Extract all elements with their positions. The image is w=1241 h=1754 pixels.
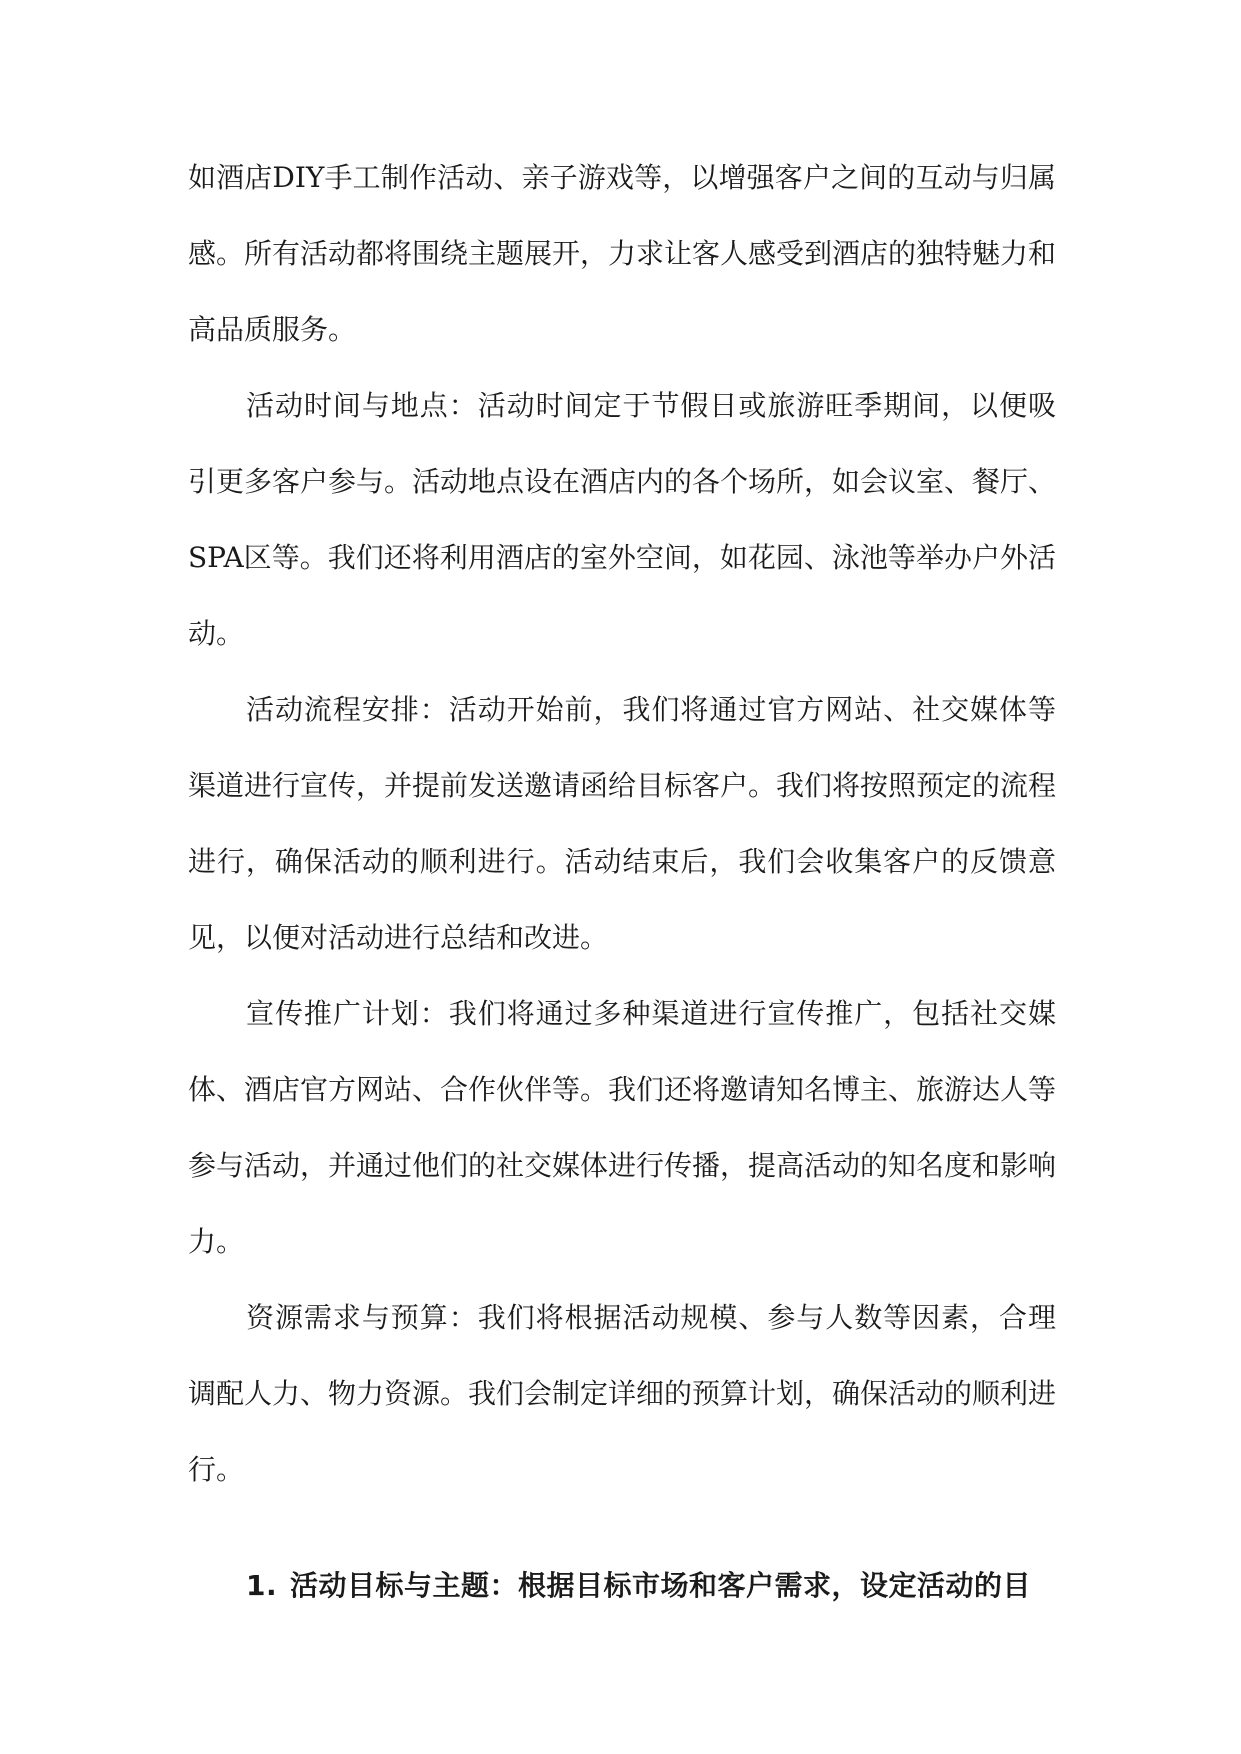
paragraph-activities-continued: 如酒店DIY手工制作活动、亲子游戏等，以增强客户之间的互动与归属感。所有活动都将围绕主题展开，力求让客人感受到酒店的独特魅力和高品质服务。 [188, 161, 1057, 346]
heading-text: 活动目标与主题：根据目标市场和客户需求，设定活动的目 [290, 1569, 1032, 1602]
heading-number: 1. [246, 1569, 278, 1602]
section-heading [188, 1548, 1056, 1624]
paragraph-process: 活动流程安排：活动开始前，我们将通过官方网站、社交媒体等渠道进行宣传，并提前发送邀请函给目标客户。我们将按照预定的流程进行，确保活动的顺利进行。活动结束后，我们会收集客户的反馈意见，以便对活动进行总结和改进。 [188, 693, 1057, 954]
paragraph-time-location: 活动时间与地点：活动时间定于节假日或旅游旺季期间，以便吸引更多客户参与。活动地点设在酒店内的各个场所，如会议室、餐厅、SPA区等。我们还将利用酒店的室外空间，如花园、泳池等举办户外活动。 [188, 389, 1057, 650]
document-body [188, 140, 1056, 1624]
paragraph-resources-budget: 资源需求与预算：我们将根据活动规模、参与人数等因素，合理调配人力、物力资源。我们会制定详细的预算计划，确保活动的顺利进行。 [188, 1301, 1057, 1486]
paragraph-promotion: 宣传推广计划：我们将通过多种渠道进行宣传推广，包括社交媒体、酒店官方网站、合作伙伴等。我们还将邀请知名博主、旅游达人等参与活动，并通过他们的社交媒体进行传播，提高活动的知名度和影响力。 [188, 997, 1057, 1258]
